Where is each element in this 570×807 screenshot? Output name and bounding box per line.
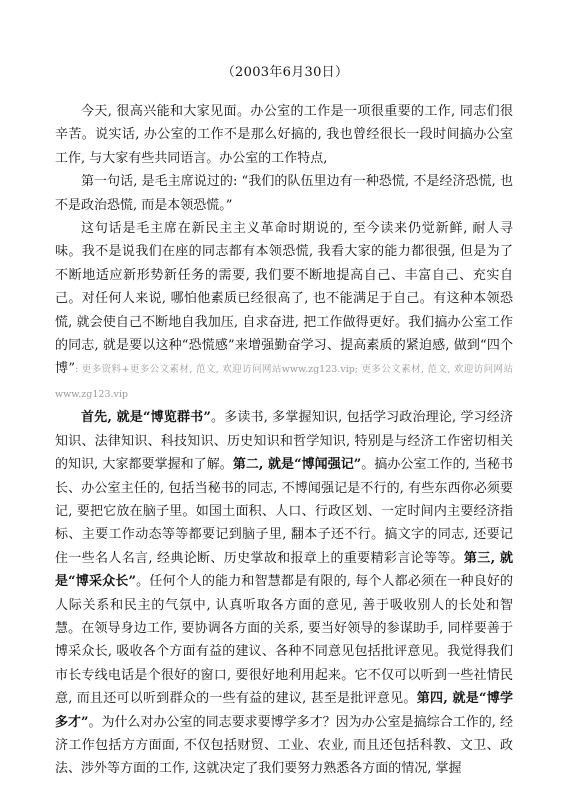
document-body	[55, 100, 513, 781]
bold-heading-text: 第三, 就是“博采众长”	[55, 550, 514, 590]
body-paragraph	[55, 406, 513, 781]
body-paragraph	[55, 100, 513, 170]
paragraph-text: 。多读书, 多掌握知识, 包括学习政治理论, 学习经济知识、法律知识、科技知识、历史知识和哲学知识, 特别是与经济工作密切相关的知识, 大家都要掌握和了解。	[55, 410, 513, 473]
paragraph-text: 。搞办公室工作的, 当秘书长、办公室主任的, 包括当秘书的同志, 不博闻强记是不行的, 有些东西你必须要记, 要把它放在脑子里。如国土面积、人口、行政区划、一定时间内主要经济指标、主要工作动态等等都要记到脑子里, 翻本子还不行。搞文字的同志, 还要记住一些名人名言, 经典论断、历史掌故和报章上的重要精彩言论等等。	[55, 457, 514, 566]
bold-heading-text: 第四, 就是“博学多才”	[55, 691, 514, 730]
paragraph-text: 。为什么对办公室的同志要求要博学多才？因为办公室是搞综合工作的, 经济工作包括方方面面, 不仅包括财贸、工业、农业, 而且还包括科教、文卫、政法、涉外等方面的工作, 这就决定了我们要努力熟悉各方面的情况, 掌握	[55, 714, 514, 777]
document-date: （2003年6月30日）	[221, 65, 349, 80]
paragraph-text: 第一句话, 是毛主席说过的: “我们的队伍里边有一种恐慌, 不是经济恐慌, 也不是政治恐慌, 而是本领恐慌。”	[55, 174, 513, 213]
paragraph-text: 今天, 很高兴能和大家见面。办公室的工作是一项很重要的工作, 同志们很辛苦。说实话, 办公室的工作不是那么好搞的, 我也曾经很长一段时间搞办公室工作, 与大家有些共同语言。办公室的工作特点,	[55, 104, 513, 166]
body-paragraph	[55, 170, 513, 217]
paragraph-text: 这句话是毛主席在新民主主义革命时期说的, 至今读来仍觉新鲜, 耐人寻味。我不是说我们在座的同志都有本领恐慌, 我看大家的能力都很强, 但是为了不断地适应新形势新任务的需要, 我们要不断地提高自己、丰富自己、充实自己。对任何人来说, 哪怕他素质已经很高了, 也不能满足于自己。有这种本领恐慌, 就会使自己不断地自我加压, 自求奋进, 把工作做得更好。我们搞办公室工作的同志, 就是要以这种“恐慌感”来增强勤奋学习、提高素质的紧迫感, 做到“四个博”	[55, 221, 513, 377]
bold-heading-text: 第二, 就是“博闻强记”	[232, 457, 362, 473]
body-paragraph	[55, 217, 513, 406]
watermark-text: : 更多资料+更多公文素材, 范文, 欢迎访问网站www.zg123.vip; 更多公文素材, 范文, 欢迎访问网站www.zg123.vip	[55, 364, 513, 400]
bold-heading-text: 首先, 就是“博览群书”	[81, 410, 211, 426]
paragraph-text: 。任何个人的能力和智慧都是有限的, 每个人都必须在一种良好的人际关系和民主的气氛中, 认真听取各方面的意见, 善于吸收别人的长处和智慧。在领导身边工作, 要协调各方面的关系, 要当好领导的参谋助手, 同样要善于博采众长, 吸收各个方面有益的建议、各种不同意见包括批评意见。我觉得我们市长专线电话是个很好的窗口, 要很好地利用起来。它不仅可以听到一些社情民意, 而且还可以听到群众的一些有益的建议, 甚至是批评意见。	[55, 574, 513, 707]
